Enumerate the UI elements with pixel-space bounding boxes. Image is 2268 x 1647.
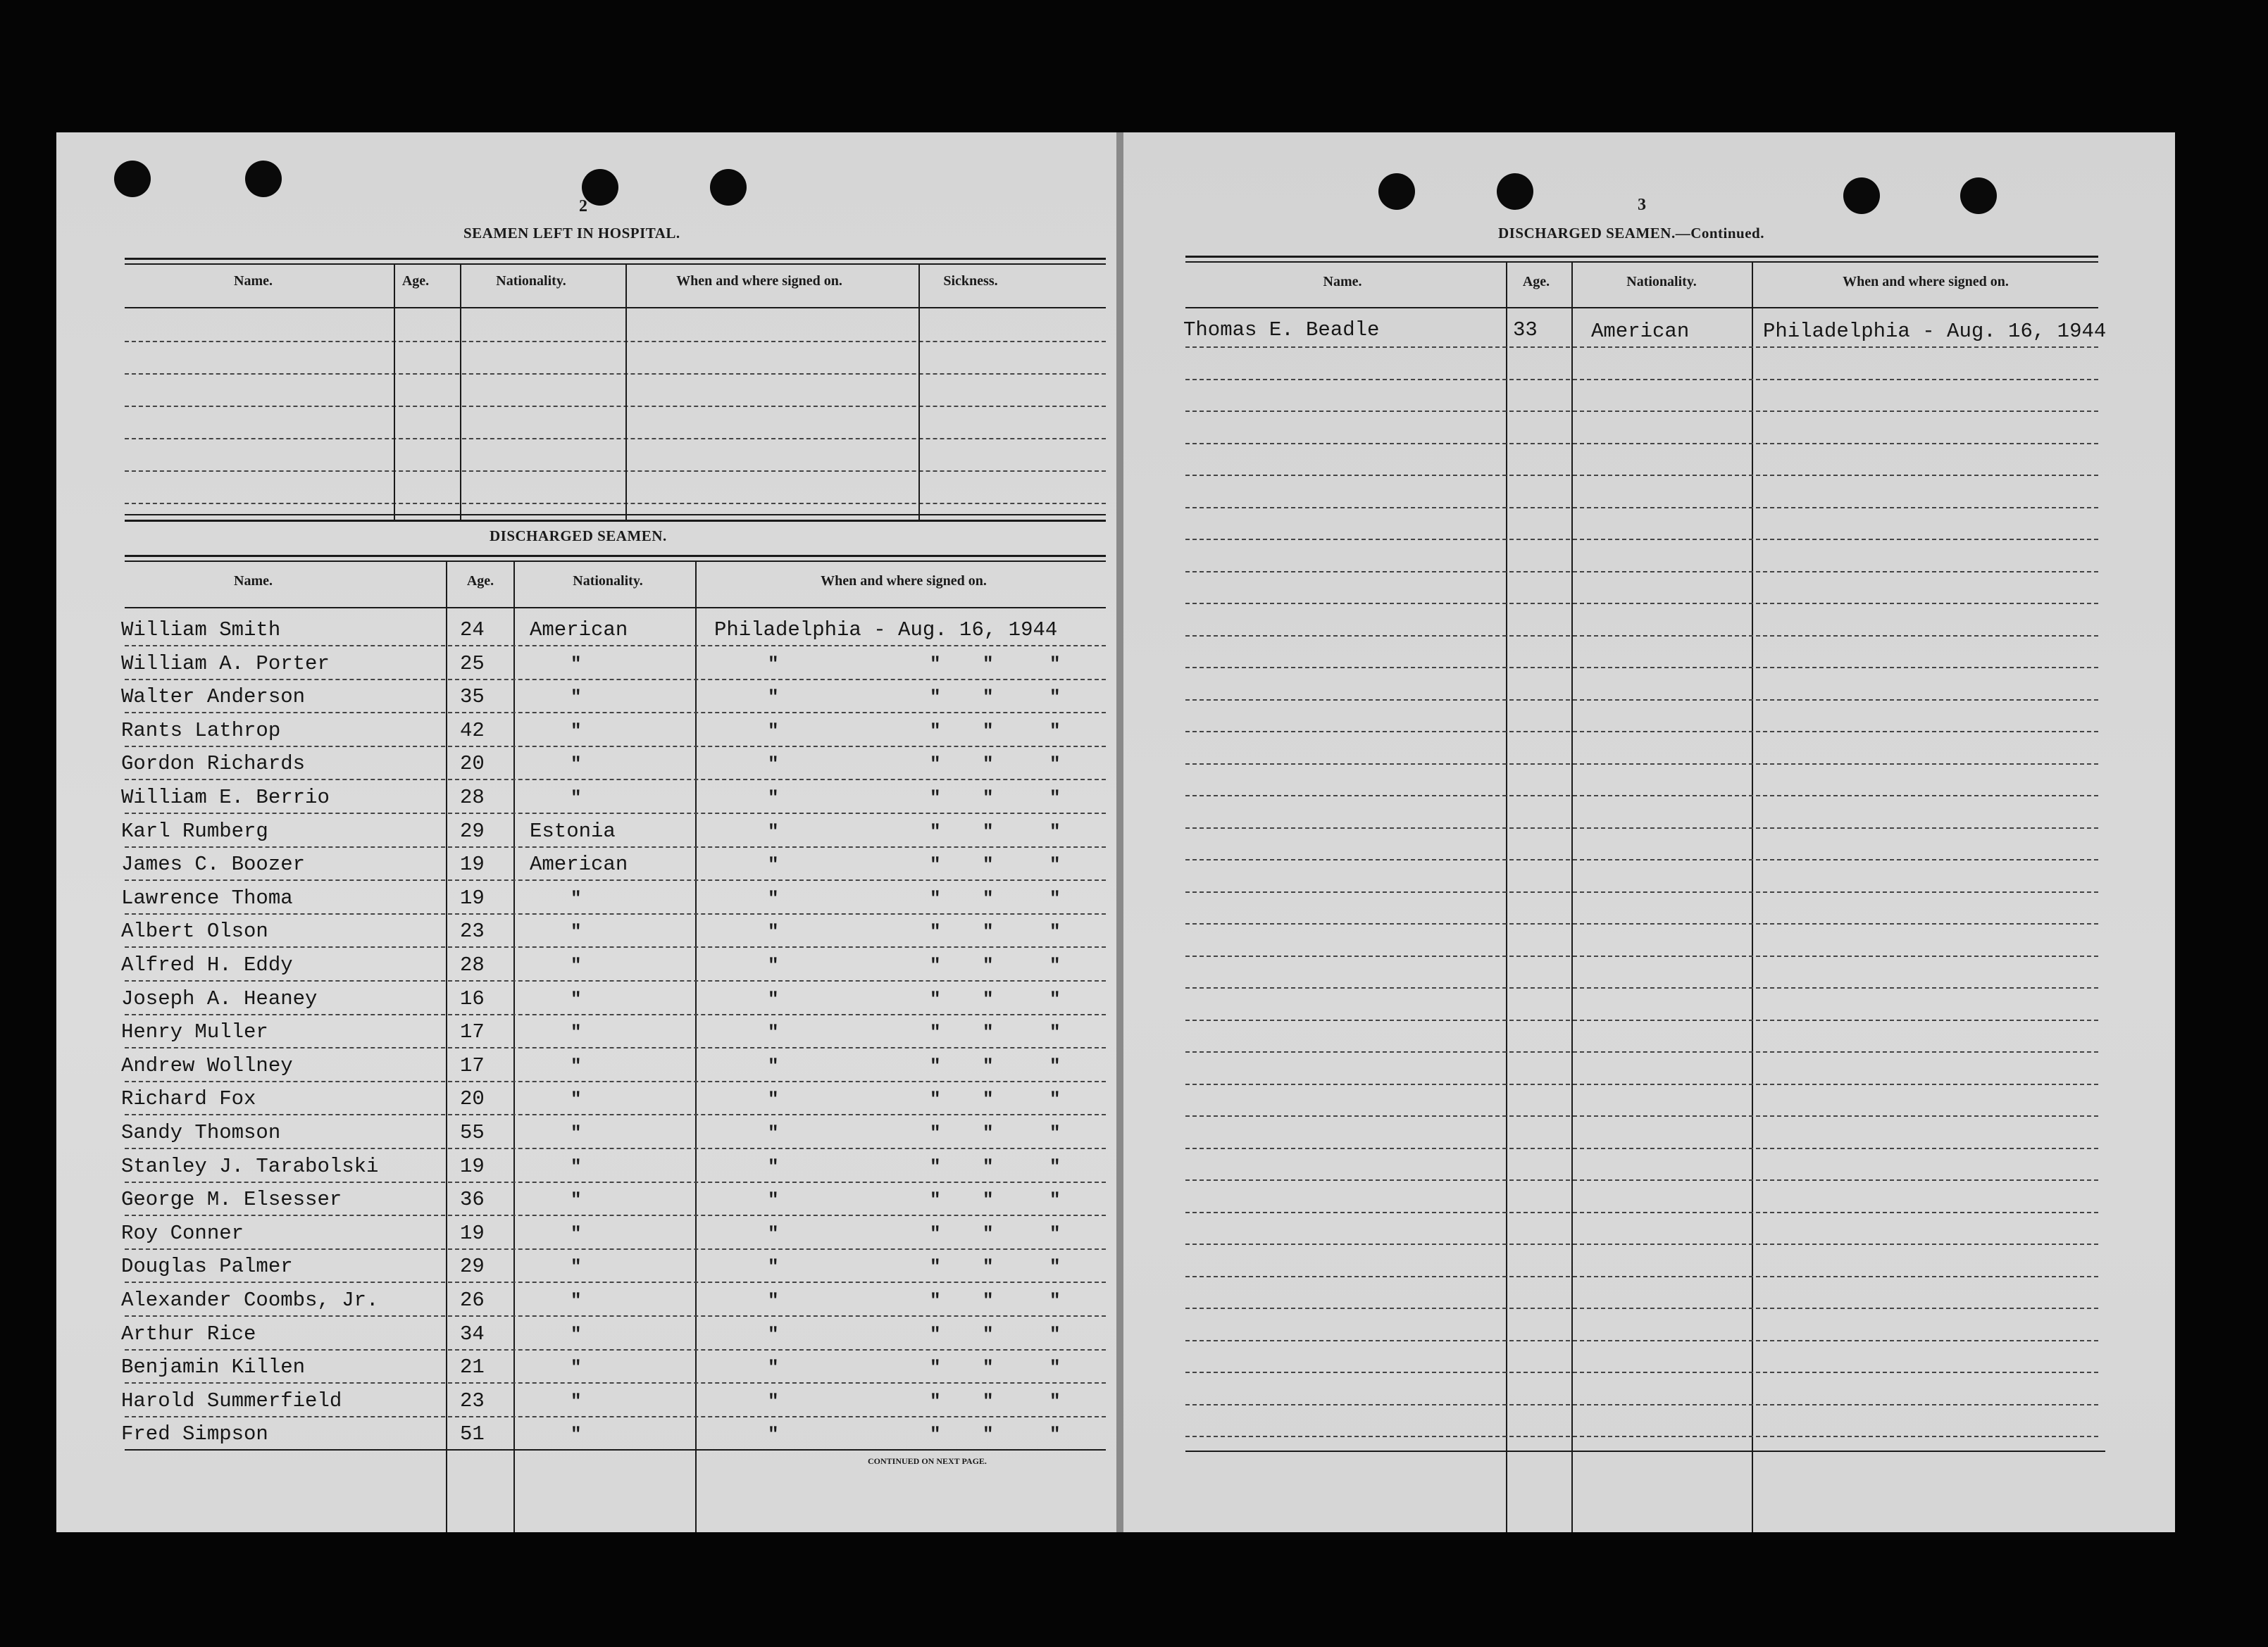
- row-dotted-line: [125, 406, 1106, 407]
- ditto-mark: ": [1049, 854, 1061, 876]
- ditto-mark: ": [930, 921, 941, 943]
- ditto-mark: ": [930, 687, 941, 708]
- ditto-mark: ": [768, 955, 779, 976]
- row-dotted-line: [125, 1047, 1106, 1048]
- row-dotted-line: [1185, 1179, 2098, 1181]
- row-dotted-line: [125, 1148, 1106, 1149]
- row-dotted-line: [125, 1315, 1106, 1317]
- ditto-mark: ": [930, 1022, 941, 1044]
- page-number: 2: [579, 197, 587, 215]
- ditto-mark: ": [768, 1323, 779, 1345]
- discharged-row-nationality: American: [530, 618, 628, 641]
- discharged-row-nationality: ": [571, 887, 582, 909]
- ditto-mark: ": [930, 1089, 941, 1110]
- ditto-mark: ": [1049, 1256, 1061, 1278]
- row-dotted-line: [125, 913, 1106, 915]
- row-dotted-line: [1185, 1051, 2098, 1053]
- row-dotted-line: [1185, 1212, 2098, 1213]
- discharged-row-name: Lawrence Thoma: [121, 886, 293, 910]
- row-dotted-line: [1185, 443, 2098, 444]
- discharged-row-name: William A. Porter: [121, 651, 330, 675]
- table-rule: [125, 514, 1106, 515]
- row-dotted-line: [1185, 635, 2098, 637]
- ditto-mark: ": [930, 1156, 941, 1177]
- row-dotted-line: [1185, 1276, 2098, 1277]
- ditto-mark: ": [768, 1256, 779, 1278]
- row-dotted-line: [1185, 571, 2098, 572]
- discharged-col-nationality: Nationality.: [573, 573, 643, 589]
- ditto-mark: ": [983, 1424, 994, 1446]
- discharged-row-nationality: ": [571, 1290, 582, 1311]
- ditto-mark: ": [983, 1222, 994, 1244]
- ditto-mark: ": [983, 1189, 994, 1211]
- ditto-mark: ": [1049, 687, 1061, 708]
- discharged-row-nationality: ": [571, 1222, 582, 1244]
- row-dotted-line: [1185, 475, 2098, 476]
- row-dotted-line: [1185, 1340, 2098, 1341]
- ditto-mark: ": [930, 955, 941, 976]
- ditto-mark: ": [768, 653, 779, 675]
- row-dotted-line: [1185, 1372, 2098, 1373]
- ditto-mark: ": [930, 1390, 941, 1412]
- discharged-row-name: Walter Anderson: [121, 685, 306, 709]
- table-rule: [125, 520, 1106, 522]
- ditto-mark: ": [768, 787, 779, 808]
- row-dotted-line: [1185, 1148, 2098, 1149]
- discharged-row-age: 42: [460, 718, 485, 742]
- ditto-mark: ": [983, 1390, 994, 1412]
- discharged-row-age: 16: [460, 987, 485, 1010]
- discharged-row-nationality: ": [571, 1055, 582, 1077]
- ditto-mark: ": [983, 653, 994, 675]
- table-rule: [125, 1449, 1106, 1451]
- ditto-mark: ": [768, 1189, 779, 1211]
- ditto-mark: ": [768, 687, 779, 708]
- row-dotted-line: [125, 373, 1106, 375]
- ditto-mark: ": [983, 1089, 994, 1110]
- ditto-mark: ": [983, 988, 994, 1010]
- discharged-row-age: 26: [460, 1289, 485, 1312]
- discharged-row-name: Joseph A. Heaney: [121, 987, 318, 1010]
- discharged-row-age: 24: [460, 618, 485, 641]
- row-dotted-line: [125, 645, 1106, 646]
- row-dotted-line: [1185, 1244, 2098, 1245]
- discharged-row-name: Richard Fox: [121, 1087, 256, 1111]
- discharged-row-nationality: Estonia: [530, 819, 616, 843]
- discharged-row-nationality: ": [571, 1122, 582, 1144]
- row-dotted-line: [125, 779, 1106, 780]
- punch-hole: [1378, 173, 1415, 210]
- ditto-mark: ": [983, 753, 994, 775]
- ditto-mark: ": [930, 854, 941, 876]
- ditto-mark: ": [1049, 720, 1061, 741]
- discharged-row-name: Fred Simpson: [121, 1422, 268, 1446]
- discharged-row-nationality: ": [571, 1323, 582, 1345]
- right-col-name: Name.: [1323, 274, 1362, 289]
- discharged-row-name: Benjamin Killen: [121, 1355, 306, 1379]
- ditto-mark: ": [768, 1122, 779, 1144]
- ditto-mark: ": [1049, 1222, 1061, 1244]
- row-dotted-line: [125, 1114, 1106, 1115]
- row-dotted-line: [125, 438, 1106, 439]
- row-dotted-line: [1185, 1404, 2098, 1405]
- discharged-row-age: 35: [460, 685, 485, 709]
- ditto-mark: ": [1049, 955, 1061, 976]
- discharged-row-nationality: American: [530, 853, 628, 877]
- row-dotted-line: [125, 746, 1106, 747]
- row-dotted-line: [1185, 346, 2098, 348]
- row-dotted-line: [125, 1014, 1106, 1015]
- row-dotted-line: [1185, 827, 2098, 829]
- ditto-mark: ": [768, 1222, 779, 1244]
- row-dotted-line: [1185, 1436, 2098, 1437]
- continued-footer: CONTINUED ON NEXT PAGE.: [868, 1456, 987, 1466]
- row-dotted-line: [1185, 539, 2098, 540]
- discharged-row-signed-on: Philadelphia - Aug. 16, 1944: [714, 618, 1058, 641]
- ditto-mark: ": [768, 921, 779, 943]
- row-dotted-line: [125, 980, 1106, 982]
- ditto-mark: ": [983, 687, 994, 708]
- continued-section-title: DISCHARGED SEAMEN.—Continued.: [1498, 225, 1764, 242]
- ditto-mark: ": [930, 1222, 941, 1244]
- row-dotted-line: [1185, 923, 2098, 925]
- ditto-mark: ": [930, 820, 941, 842]
- row-dotted-line: [1185, 699, 2098, 701]
- ditto-mark: ": [930, 787, 941, 808]
- ditto-mark: ": [930, 1122, 941, 1144]
- ditto-mark: ": [983, 854, 994, 876]
- row-dotted-line: [1185, 891, 2098, 893]
- ditto-mark: ": [983, 1290, 994, 1311]
- discharged-row-name: Arthur Rice: [121, 1322, 256, 1346]
- discharged-row-nationality: ": [571, 1089, 582, 1110]
- ditto-mark: ": [930, 1189, 941, 1211]
- discharged-row-name: George M. Elsesser: [121, 1188, 342, 1212]
- discharged-row-name: Karl Rumberg: [121, 819, 268, 843]
- row-dotted-line: [125, 503, 1106, 504]
- ditto-mark: ": [930, 1290, 941, 1311]
- ditto-mark: ": [983, 887, 994, 909]
- row-dotted-line: [125, 879, 1106, 881]
- column-divider: [1571, 261, 1573, 1532]
- discharged-row-name: Harold Summerfield: [121, 1389, 342, 1413]
- hospital-section-title: SEAMEN LEFT IN HOSPITAL.: [463, 225, 680, 242]
- punch-hole: [1497, 173, 1533, 210]
- discharged-row-age: 51: [460, 1422, 485, 1446]
- table-rule: [1185, 256, 2098, 258]
- ditto-mark: ": [983, 1357, 994, 1379]
- ditto-mark: ": [1049, 787, 1061, 808]
- row-dotted-line: [1185, 795, 2098, 796]
- ditto-mark: ": [983, 1122, 994, 1144]
- ditto-mark: ": [768, 1290, 779, 1311]
- row-dotted-line: [125, 1382, 1106, 1384]
- table-rule: [125, 555, 1106, 557]
- discharged-row-age: 29: [460, 1255, 485, 1279]
- discharged-row-name: Gordon Richards: [121, 752, 306, 776]
- discharged-row-nationality: ": [571, 1256, 582, 1278]
- ditto-mark: ": [930, 1323, 941, 1345]
- row-dotted-line: [125, 1081, 1106, 1082]
- hospital-col-sickness: Sickness.: [943, 273, 998, 289]
- ditto-mark: ": [1049, 753, 1061, 775]
- discharged-row-age: 17: [460, 1053, 485, 1077]
- right-col-age: Age.: [1522, 274, 1550, 289]
- discharged-row-age: 20: [460, 752, 485, 776]
- ditto-mark: ": [983, 955, 994, 976]
- discharged-row-age: 28: [460, 953, 485, 977]
- discharged-row-nationality: ": [571, 1022, 582, 1044]
- column-divider: [460, 263, 461, 520]
- ditto-mark: ": [768, 1156, 779, 1177]
- column-divider: [1506, 261, 1507, 1532]
- table-rule: [1185, 307, 2098, 308]
- punch-hole: [710, 169, 747, 206]
- ditto-mark: ": [983, 921, 994, 943]
- ditto-mark: ": [768, 720, 779, 741]
- ditto-mark: ": [1049, 1089, 1061, 1110]
- row-dotted-line: [1185, 411, 2098, 412]
- row-dotted-line: [125, 341, 1106, 342]
- ditto-mark: ": [1049, 1189, 1061, 1211]
- hospital-col-name: Name.: [234, 273, 273, 289]
- column-divider: [513, 561, 515, 1532]
- ditto-mark: ": [768, 753, 779, 775]
- discharged-row-age: 20: [460, 1087, 485, 1111]
- punch-hole: [114, 161, 151, 197]
- discharged-row-name: Rants Lathrop: [121, 718, 281, 742]
- row-dotted-line: [1185, 507, 2098, 508]
- ditto-mark: ": [1049, 988, 1061, 1010]
- column-divider: [394, 263, 395, 520]
- ditto-mark: ": [930, 720, 941, 741]
- hospital-col-age: Age.: [401, 273, 430, 289]
- ditto-mark: ": [930, 887, 941, 909]
- discharged-row-name: Stanley J. Tarabolski: [121, 1154, 379, 1178]
- left-page: [56, 132, 1116, 1532]
- right-page: [1123, 132, 2175, 1532]
- row-dotted-line: [1185, 731, 2098, 732]
- right-row-nationality: American: [1591, 320, 1690, 343]
- discharged-row-age: 21: [460, 1355, 485, 1379]
- row-dotted-line: [1185, 1020, 2098, 1021]
- discharged-row-age: 25: [460, 651, 485, 675]
- table-rule: [125, 561, 1106, 562]
- ditto-mark: ": [768, 854, 779, 876]
- ditto-mark: ": [983, 1055, 994, 1077]
- row-dotted-line: [125, 1282, 1106, 1283]
- ditto-mark: ": [768, 1357, 779, 1379]
- discharged-row-nationality: ": [571, 921, 582, 943]
- row-dotted-line: [1185, 1084, 2098, 1085]
- ditto-mark: ": [768, 1089, 779, 1110]
- ditto-mark: ": [930, 653, 941, 675]
- discharged-row-age: 17: [460, 1020, 485, 1044]
- right-row-name: Thomas E. Beadle: [1183, 318, 1380, 342]
- discharged-row-nationality: ": [571, 787, 582, 808]
- page-number: 3: [1638, 196, 1646, 214]
- ditto-mark: ": [1049, 1055, 1061, 1077]
- row-dotted-line: [125, 946, 1106, 948]
- ditto-mark: ": [1049, 1390, 1061, 1412]
- ditto-mark: ": [1049, 1122, 1061, 1144]
- ditto-mark: ": [930, 988, 941, 1010]
- ditto-mark: ": [1049, 887, 1061, 909]
- discharged-row-nationality: ": [571, 988, 582, 1010]
- discharged-col-name: Name.: [234, 573, 273, 589]
- discharged-row-age: 28: [460, 786, 485, 809]
- ditto-mark: ": [983, 1022, 994, 1044]
- punch-hole: [1843, 177, 1880, 214]
- hospital-col-nationality: Nationality.: [496, 273, 566, 289]
- table-rule: [125, 258, 1106, 260]
- column-divider: [446, 561, 447, 1532]
- ditto-mark: ": [930, 1357, 941, 1379]
- discharged-row-age: 55: [460, 1121, 485, 1144]
- ditto-mark: ": [768, 1390, 779, 1412]
- ditto-mark: ": [1049, 1290, 1061, 1311]
- discharged-row-name: Albert Olson: [121, 920, 268, 944]
- discharged-row-name: Alexander Coombs, Jr.: [121, 1289, 379, 1312]
- row-dotted-line: [1185, 667, 2098, 668]
- row-dotted-line: [125, 470, 1106, 472]
- row-dotted-line: [125, 1248, 1106, 1250]
- discharged-row-nationality: ": [571, 653, 582, 675]
- discharged-row-age: 23: [460, 1389, 485, 1413]
- ditto-mark: ": [983, 1323, 994, 1345]
- discharged-row-name: Roy Conner: [121, 1221, 244, 1245]
- ditto-mark: ": [930, 1256, 941, 1278]
- binding-spine: [1116, 132, 1123, 1532]
- ditto-mark: ": [768, 887, 779, 909]
- discharged-row-nationality: ": [571, 955, 582, 976]
- punch-hole: [245, 161, 282, 197]
- column-divider: [625, 263, 627, 520]
- discharged-row-name: Douglas Palmer: [121, 1255, 293, 1279]
- ditto-mark: ": [930, 1424, 941, 1446]
- row-dotted-line: [125, 1215, 1106, 1216]
- ditto-mark: ": [768, 820, 779, 842]
- discharged-row-name: William Smith: [121, 618, 281, 641]
- ditto-mark: ": [768, 1022, 779, 1044]
- discharged-row-name: Sandy Thomson: [121, 1121, 281, 1144]
- table-rule: [125, 307, 1106, 308]
- discharged-row-age: 19: [460, 853, 485, 877]
- discharged-section-title: DISCHARGED SEAMEN.: [490, 527, 667, 544]
- ditto-mark: ": [983, 787, 994, 808]
- ditto-mark: ": [768, 1055, 779, 1077]
- row-dotted-line: [1185, 859, 2098, 860]
- row-dotted-line: [125, 712, 1106, 713]
- discharged-row-age: 29: [460, 819, 485, 843]
- discharged-row-age: 19: [460, 886, 485, 910]
- discharged-row-name: William E. Berrio: [121, 786, 330, 809]
- right-row-age: 33: [1513, 318, 1538, 342]
- column-divider: [918, 263, 920, 520]
- discharged-row-age: 19: [460, 1154, 485, 1178]
- row-dotted-line: [1185, 956, 2098, 957]
- ditto-mark: ": [1049, 1323, 1061, 1345]
- discharged-row-nationality: ": [571, 1189, 582, 1211]
- table-rule: [1185, 1451, 2105, 1452]
- discharged-row-name: James C. Boozer: [121, 853, 306, 877]
- discharged-row-nationality: ": [571, 687, 582, 708]
- row-dotted-line: [125, 679, 1106, 680]
- discharged-row-name: Henry Muller: [121, 1020, 268, 1044]
- discharged-row-nationality: ": [571, 1156, 582, 1177]
- ditto-mark: ": [983, 1156, 994, 1177]
- row-dotted-line: [1185, 603, 2098, 604]
- ditto-mark: ": [1049, 921, 1061, 943]
- row-dotted-line: [125, 846, 1106, 848]
- ditto-mark: ": [1049, 1156, 1061, 1177]
- ditto-mark: ": [930, 1055, 941, 1077]
- row-dotted-line: [125, 1349, 1106, 1351]
- discharged-row-age: 23: [460, 920, 485, 944]
- right-row-signed-on: Philadelphia - Aug. 16, 1944: [1763, 320, 2107, 343]
- ditto-mark: ": [1049, 820, 1061, 842]
- row-dotted-line: [1185, 763, 2098, 765]
- ditto-mark: ": [1049, 1424, 1061, 1446]
- row-dotted-line: [1185, 1308, 2098, 1309]
- ditto-mark: ": [930, 753, 941, 775]
- discharged-row-nationality: ": [571, 1357, 582, 1379]
- column-divider: [1752, 261, 1753, 1532]
- discharged-row-age: 36: [460, 1188, 485, 1212]
- right-col-signed-on: When and where signed on.: [1843, 274, 2009, 289]
- table-rule: [1185, 261, 2098, 263]
- punch-hole: [1960, 177, 1997, 214]
- ditto-mark: ": [768, 1424, 779, 1446]
- row-dotted-line: [125, 813, 1106, 814]
- row-dotted-line: [125, 1182, 1106, 1183]
- ditto-mark: ": [983, 820, 994, 842]
- discharged-row-name: Andrew Wollney: [121, 1053, 293, 1077]
- ditto-mark: ": [1049, 1022, 1061, 1044]
- discharged-row-nationality: ": [571, 1424, 582, 1446]
- table-rule: [125, 263, 1106, 265]
- ditto-mark: ": [1049, 653, 1061, 675]
- ditto-mark: ": [983, 720, 994, 741]
- column-divider: [695, 561, 697, 1532]
- row-dotted-line: [125, 1416, 1106, 1417]
- ditto-mark: ": [768, 988, 779, 1010]
- discharged-row-nationality: ": [571, 753, 582, 775]
- discharged-row-nationality: ": [571, 1390, 582, 1412]
- table-rule: [125, 607, 1106, 608]
- discharged-col-age: Age.: [466, 573, 494, 589]
- ditto-mark: ": [983, 1256, 994, 1278]
- discharged-row-nationality: ": [571, 720, 582, 741]
- discharged-col-signed-on: When and where signed on.: [821, 573, 987, 589]
- row-dotted-line: [1185, 1115, 2098, 1117]
- discharged-row-age: 19: [460, 1221, 485, 1245]
- row-dotted-line: [1185, 987, 2098, 989]
- discharged-row-age: 34: [460, 1322, 485, 1346]
- row-dotted-line: [1185, 379, 2098, 380]
- hospital-col-signed-on: When and where signed on.: [676, 273, 842, 289]
- right-col-nationality: Nationality.: [1626, 274, 1697, 289]
- discharged-row-name: Alfred H. Eddy: [121, 953, 293, 977]
- ditto-mark: ": [1049, 1357, 1061, 1379]
